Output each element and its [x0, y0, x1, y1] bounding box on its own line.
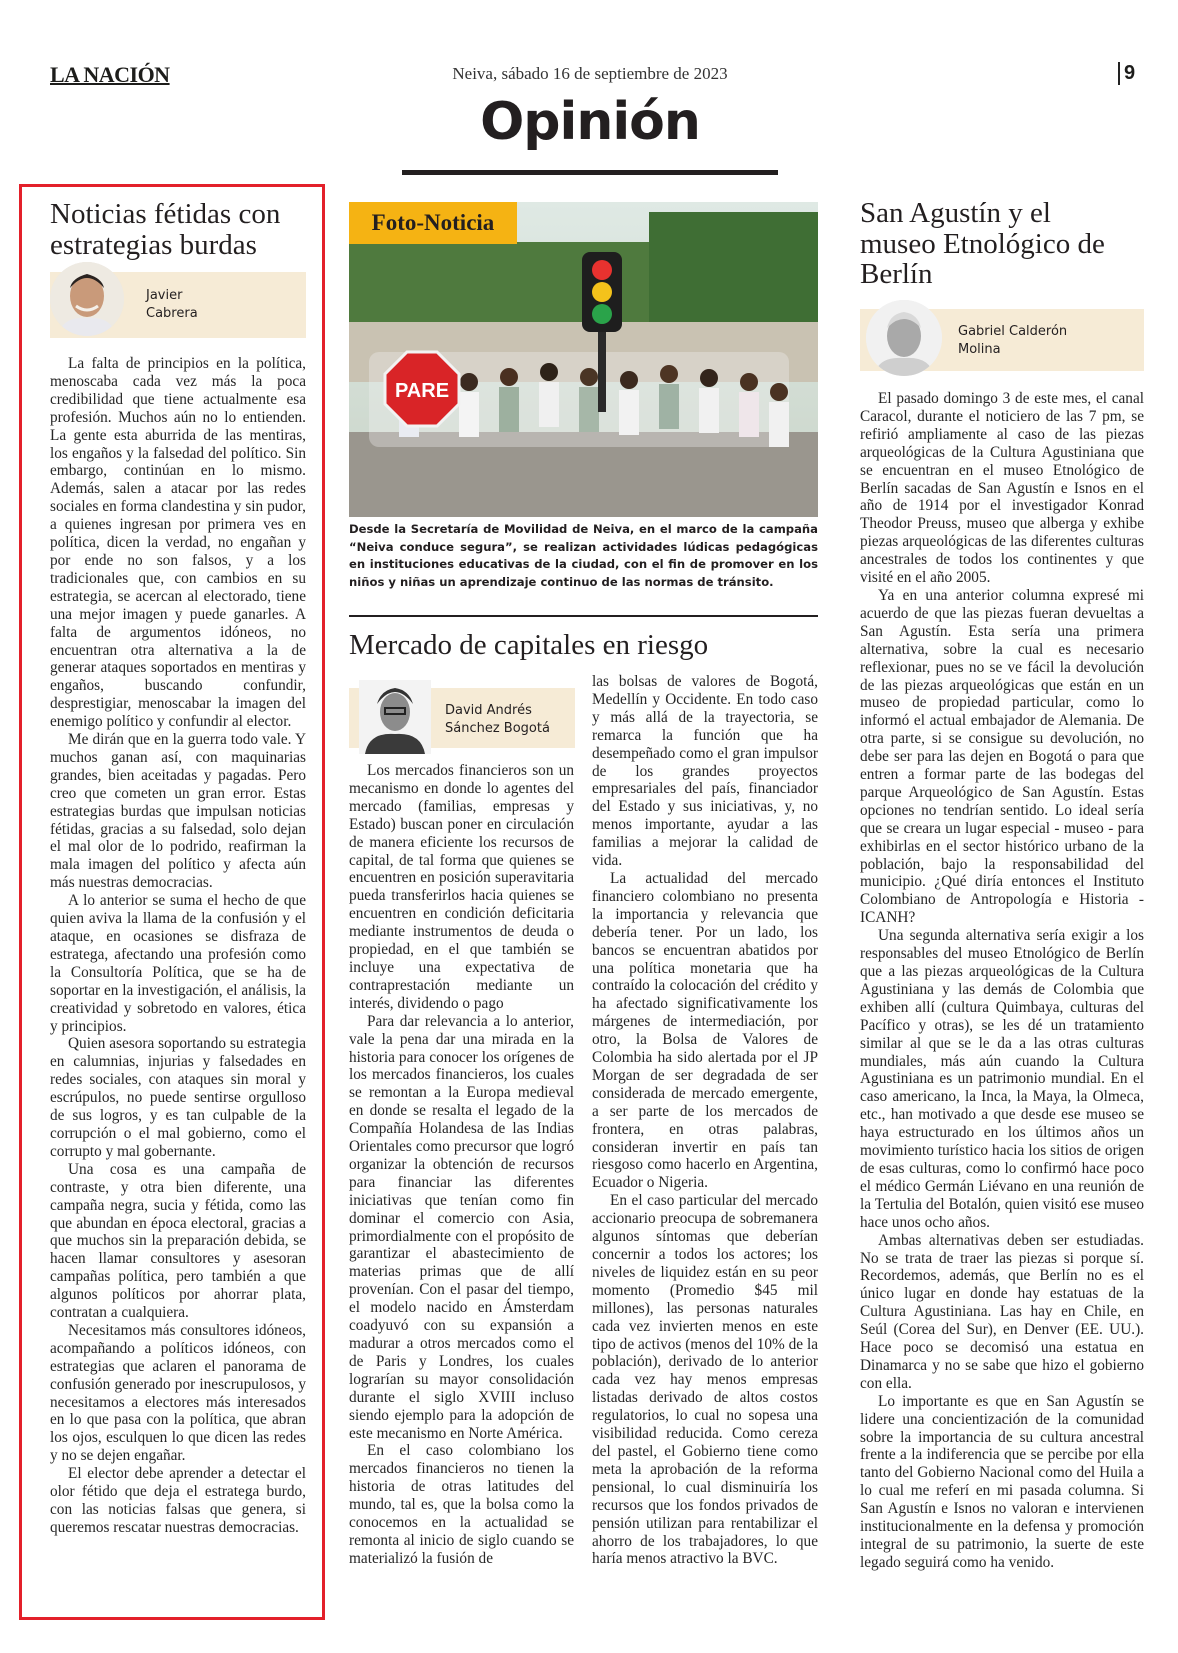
paragraph: Los mercados financieros son un mecanismo en donde lo agentes del mercado (familias, empresas y Estado) buscan poner en circulación de manera eficiente los recursos de capital, de tal forma que quienes se encuentren en posición superavitaria pueda transferirlos hacia quienes se encuentren en condición deficitaria mediante instrumentos de deuda o propiedad, en el que también se incluye una expectativa de contraprestación mediante un interés, dividendo o pago — [349, 762, 574, 1012]
author-first-name: David Andrés — [445, 703, 532, 718]
author-first-name: Javier — [146, 288, 183, 303]
author-photo-gabriel-calderon — [866, 300, 942, 376]
author-photo-javier-cabrera — [50, 262, 124, 336]
paragraph: El pasado domingo 3 de este mes, el canal Caracol, durante el noticiero de las 7 pm, se refirió ampliamente al caso de las piezas arqueológicas de la Cultura Agustiniana que se encuentran en el museo Etnológico de Berlín sacadas de San Agustín e Isnos en el año de 1914 por el investigador Konrad Theodor Preuss, museo que alberga y exhibe piezas arqueológicas de las diferentes culturas ancestrales de todos los continentes y que visité en el año 2005. — [860, 390, 1144, 587]
schoolchildren-photo-illustration — [349, 202, 818, 517]
right-author-name — [958, 323, 1067, 359]
paragraph: Ambas alternativas deben ser estudiadas. No se trata de traer las piezas si porque sí. Recordemos, además, que Berlín no es el único lugar en donde hay estatuas de la Cultura Agustiniana. Las hay en Chile, en Seúl (Corea del Sur), en Denver (EE. UU.). Hace poco se decomisó una estatua en Dinamarca y no se sabe que hizo el gobierno con ella. — [860, 1231, 1144, 1392]
paragraph: Lo importante es que en San Agustín se lidere una concientización de la comunidad sobre la importancia de su cultura ancestral frente a la indiferencia que se percibe por ella tanto del Gobierno Nacional como del Huila a lo cual me referí en mi pasada columna. Si San Agustín e Isnos no valoran e intervienen institucionalmente en la defensa y promoción integral de su patrimonio, la suerte de este legado seguirá como ha venido. — [860, 1392, 1144, 1571]
author-last-name: Cabrera — [146, 306, 198, 321]
portrait-icon — [866, 300, 942, 376]
paragraph: La actualidad del mercado financiero colombiano no presenta la importancia y relevancia que debería tener. Por un lado, los bancos se encuentran abatidos por una política monetaria que ha contraído la colocación del crédito y ha afectado significativamente los márgenes de intermediación, por otro, la Bolsa de Valores de Colombia ha sido alertada por el JP Morgan de ser degradada de ser considerada de mercado emergente, a ser parte de los mercados de frontera, en otras palabras, consideran invertir en país tan riesgoso como hacerlo en Argentina, Ecuador o Nigeria. — [592, 869, 818, 1192]
paragraph: Una segunda alternativa sería exigir a los responsables del museo Etnológico de Berlín que a las piezas arqueológicas de la Cultura Agustiniana y las demás de Colombia que exhiben allí (cultura Quimbaya, culturas del Pacífico y otras), se les dé un tratamiento similar al que se le da a las otras culturas mundiales, más aún cuando la Cultura Agustiniana es un patrimonio mundial. En el caso americano, la Inca, la Maya, la Olmeca, etc., han motivado a que desde ese museo se haya estructurado en los últimos años un movimiento turístico hacia los sitios de origen de esas culturas, como lo confirmó hace poco el médico Germán Liévano en una reunión de la Tertulia del Botalón, quien visitó ese museo hace unos ocho años. — [860, 927, 1144, 1231]
paragraph: En el caso colombiano los mercados financieros no tienen la historia de otras latitudes del mundo, tal es, que la bolsa como la conocemos en la actualidad se remonta al inicio de siglo cuando se materializó la fusión de — [349, 1442, 574, 1567]
left-article-title: Noticias fétidas con estrategias burdas — [50, 198, 281, 261]
middle-article-title: Mercado de capitales en riesgo — [349, 629, 709, 661]
middle-author-name — [445, 702, 550, 738]
paragraph: Quien asesora soportando su estrategia en calumnias, injurias y falsedades en redes sociales, con ataques sin moral y escrúpulos, no puede sentirse orgulloso de sus logros, y es tan culpable de la corrupción o el mal gobierno, como el corrupto y mal gobernante. — [50, 1035, 306, 1160]
paragraph: La falta de principios en la política, menoscaba cada vez más la poca credibilidad que tiene actualmente esa profesión. Muchos aún no lo entienden. La gente esta aburrida de las mentiras, los engaños y la falsedad del político. Sin embargo, continúan en lo mismo. Además, salen a atacar por las redes sociales en forma clandestina y sin pudor, a quienes ingresan por primera ves en política, dicen la verdad, no engañan y por ende no son falsos, y a los tradicionales que, con cambios en su estrategia, se acercan al electorado, tiene una mejor imagen y puede ganarles. A falta de argumentos idóneos, no encuentran otra alternativa a la de generar ataques soportados en mentiras y engaños, buscando confundir, desprestigiar, menoscabar la imagen del enemigo político y confundir al elector. — [50, 355, 306, 731]
paragraph: Ya en una anterior columna expresé mi acuerdo de que las piezas fueran devueltas a San Agustín. Esta sería una primera alternativa, sobre la cual es necesario reflexionar, pues no se ve fácil la devolución de las piezas arqueológicas que están en un museo de propiedad particular, como lo informó el actual embajador de Alemania. De otra parte, si se consigue su devolución, no debe ser para las dejen en Bogotá o para que entren a formar parte de las bodegas del parque Arqueológico de San Agustín. Estas opciones no tendrían sentido. Lo ideal sería que se creara un lugar especial - museo - para exhibirlas en el sector histórico urbano de la población, bajo la responsabilidad del municipio. ¿Qué diría entonces el Instituto Colombiano de Antropología e Historia - ICANH? — [860, 586, 1144, 927]
paragraph: A lo anterior se suma el hecho de que quien aviva la llama de la confusión y el ataque, en ocasiones se disfraza de estratega, afectando una profesión como la Consultoría Política, que se ha de soportar en la investigación, el análisis, la creatividad y sobretodo en valores, ética y principios. — [50, 892, 306, 1035]
photo-caption: Desde la Secretaría de Movilidad de Neiva, en el marco de la campaña “Neiva conduce segura”, se realizan actividades lúdicas pedagógicas en instituciones educativas de la ciudad, con el fin de promover en los niños y niñas un aprendizaje continuo de las normas de tránsito. — [349, 522, 818, 589]
paragraph: En el caso particular del mercado accionario preocupa de sobremanera algunos síntomas que deberían concernir a todos los actores; los niveles de liquidez están en su peor momento (Promedio $45 mil millones), las personas naturales cada vez invierten menos en este tipo de activos (menos del 10% de la población), derivado de lo anterior cada vez hay menos empresas listadas derivado de altos costos regulatorios, lo cual no sopesa una visibilidad reducida. Como cereza del pastel, el Gobierno tiene como meta la aprobación de la reforma pensional, lo cual disminuiría los recursos que los fondos privados de pensión utilizan para rentabilizar el ahorro de los trabajadores, lo que haría menos atractivo la BVC. — [592, 1192, 818, 1568]
author-last-name: Molina — [958, 342, 1001, 357]
middle-article-col-a — [349, 762, 574, 1568]
author-last-name: Sánchez Bogotá — [445, 721, 550, 736]
paragraph: Una cosa es una campaña de contraste, y otra bien diferente, una campaña negra, sucia y fétida, como las que abundan en época electoral, gracias a que muchos sin la preparación debida, se hacen llamar consultores y asesoran campañas política, pero también a que algunos políticos por ahorrar plata, contratan a cualquiera. — [50, 1160, 306, 1322]
paragraph: Para dar relevancia a lo anterior, vale la pena dar una mirada en la historia para conocer los orígenes de los mercados financieros, los cuales se remontan a la Europa medieval en donde se resalta el legado de la Compañía Holandesa de las Indias Orientales como precursor que logró organizar la obtención de recursos para financiar las diferentes iniciativas que tenían como fin dominar el comercio con Asia, primordialmente con el propósito de garantizar el abastecimiento de materias primas que de allí provenían. Con el pasar del tiempo, el modelo nacido en Ámsterdam coadyuvó con su expansión a madurar a otros mercados como el de Paris y Londres, los cuales lograrían su mayor consolidación durante el siglo XVIII incluso siendo ejemplo para la adopción de este mecanismo en Norte América. — [349, 1012, 574, 1442]
left-author-name — [146, 287, 198, 323]
portrait-icon — [50, 262, 124, 336]
section-title: Opinión — [480, 92, 700, 152]
paragraph: las bolsas de valores de Bogotá, Medellín y Occidente. En todo caso y más allá de la trayectoria, se remarca la función que ha desempeñado como el gran impulsor de los grandes proyectos empresariales del país, financiador del Estado y sus iniciativas, y, no menos importante, ayudar a las familias a mejorar la calidad de vida. — [592, 673, 818, 870]
stop-sign-text: PARE — [394, 380, 450, 402]
paragraph: El elector debe aprender a detectar el olor fétido que deja el estratega burdo, con las noticias falsas que genera, si queremos rescatar nuestras democracias. — [50, 1465, 306, 1536]
newspaper-logo: LA NACIÓN — [50, 62, 170, 87]
paragraph: Necesitamos más consultores idóneos, acompañando a políticos idóneos, con estrategias que aclaren el panorama de confusión generado por inescrupulosos, y necesitamos a electores más interesados en lo que pasa con la política, que abran los ojos, esculquen lo que dicen las redes y no se dejen engañar. — [50, 1321, 306, 1465]
right-article-title: San Agustín y el museo Etnológico de Berlín — [860, 197, 1105, 291]
paragraph: Me dirán que en la guerra todo vale. Y muchos ganan así, con maquinarias grandes, bien aceitadas y pagadas. Pero creo que cometen un gran error. Estas estrategias burdas que impulsan noticias fétidas, gracias a su falsedad, solo dejan el mal olor de lo podrido, reafirman la mala imagen del político y afecta aún más nuestras democracias. — [50, 731, 306, 892]
author-first-name: Gabriel Calderón — [958, 324, 1068, 339]
issue-date: Neiva, sábado 16 de septiembre de 2023 — [452, 64, 728, 83]
column-divider — [349, 615, 818, 617]
middle-article-col-b — [592, 673, 818, 1568]
portrait-icon — [359, 680, 431, 754]
page-number: 9 — [1118, 62, 1135, 85]
section-rule — [402, 170, 778, 175]
foto-noticia-tag: Foto-Noticia — [349, 202, 517, 244]
author-photo-david-sanchez — [359, 680, 431, 754]
left-article-body — [50, 355, 306, 1537]
right-article-body — [860, 390, 1144, 1572]
news-photo — [349, 202, 818, 517]
